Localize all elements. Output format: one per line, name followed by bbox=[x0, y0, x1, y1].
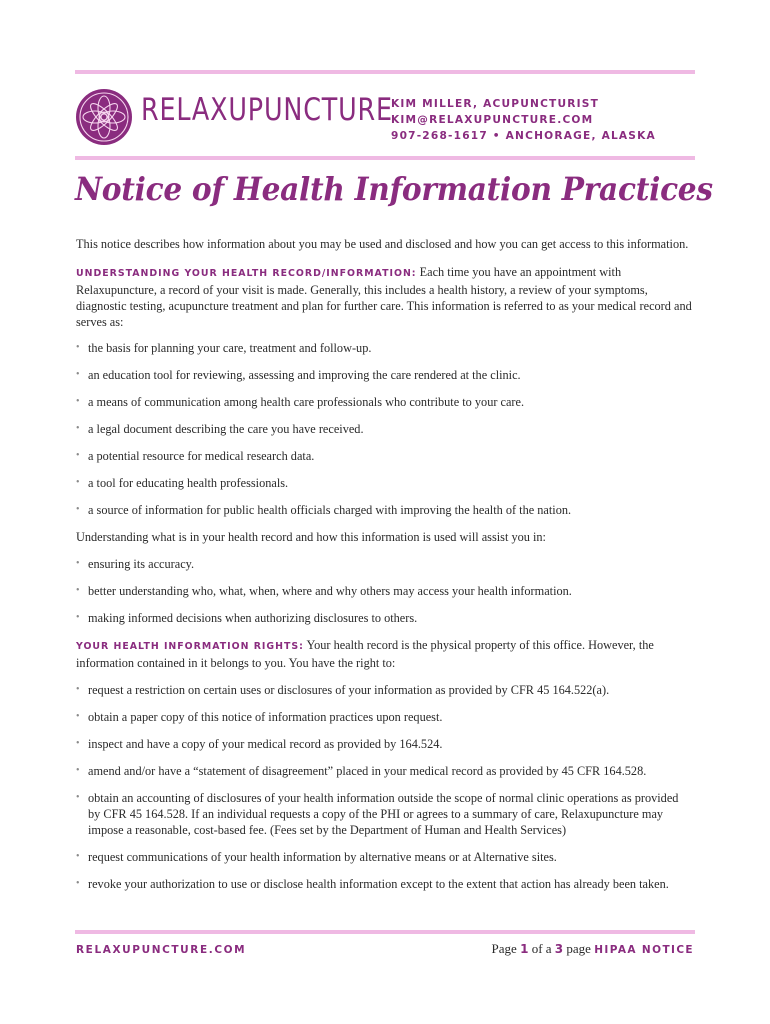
list-item: • request communications of your health information by alternative means or at Alternative sites. bbox=[76, 849, 692, 865]
document-body bbox=[76, 236, 692, 903]
lotus-logo-icon bbox=[75, 88, 133, 146]
footer-website-link[interactable]: RELAXUPUNCTURE.COM bbox=[76, 944, 247, 956]
page-current: 1 bbox=[520, 942, 529, 956]
page-prefix: Page bbox=[491, 941, 521, 956]
list-item: • a potential resource for medical research data. bbox=[76, 448, 692, 464]
section-text: Your health record is the physical property of this office. However, the information contained in it belongs to you. You have the right to: bbox=[76, 638, 654, 670]
page-total: 3 bbox=[554, 942, 564, 956]
contact-block bbox=[391, 96, 656, 144]
section-heading: YOUR HEALTH INFORMATION RIGHTS: bbox=[76, 641, 304, 652]
list-item: • better understanding who, what, when, where and why others may access your health information. bbox=[76, 583, 692, 599]
rights-list bbox=[76, 682, 692, 892]
list-item: • request a restriction on certain uses or disclosures of your information as provided by CFR 45 164.522(a). bbox=[76, 682, 692, 698]
list-item: • a source of information for public health officials charged with improving the health of the nation. bbox=[76, 502, 692, 518]
section-rights-paragraph bbox=[76, 637, 692, 671]
list-item: • obtain an accounting of disclosures of your health information outside the scope of normal clinic operations as provided by CFR 45 164.528. If an individual requests a copy of the PHI or agrees to a summary of care, Relaxupuncture may impose a reasonable, cost-based fee. (Fees set by the Department of Human and Health Services) bbox=[76, 790, 692, 838]
letterhead bbox=[75, 88, 695, 146]
list-item: • a means of communication among health care professionals who contribute to your care. bbox=[76, 394, 692, 410]
header-rule bbox=[75, 156, 695, 160]
list-item: • obtain a paper copy of this notice of information practices upon request. bbox=[76, 709, 692, 725]
top-rule bbox=[75, 70, 695, 74]
list-item: • inspect and have a copy of your medical record as provided by 164.524. bbox=[76, 736, 692, 752]
section-heading: UNDERSTANDING YOUR HEALTH RECORD/INFORMATION: bbox=[76, 268, 417, 279]
brand-wordmark: RELAXUPUNCTURE bbox=[141, 92, 393, 128]
section-understanding-paragraph bbox=[76, 264, 692, 330]
list-item: • a legal document describing the care you have received. bbox=[76, 421, 692, 437]
list-item: • making informed decisions when authorizing disclosures to others. bbox=[76, 610, 692, 626]
list-item: • ensuring its accuracy. bbox=[76, 556, 692, 572]
understanding-list bbox=[76, 556, 692, 626]
page-indicator bbox=[492, 941, 694, 957]
list-item: • an education tool for reviewing, assessing and improving the care rendered at the clinic. bbox=[76, 367, 692, 383]
understanding-paragraph: Understanding what is in your health record and how this information is used will assist you in: bbox=[76, 530, 546, 544]
list-item: • a tool for educating health professionals. bbox=[76, 475, 692, 491]
record-uses-list bbox=[76, 340, 692, 518]
page-suffix: page bbox=[563, 941, 595, 956]
list-item: • revoke your authorization to use or disclose health information except to the extent that action has already been taken. bbox=[76, 876, 692, 892]
list-item: • amend and/or have a “statement of disagreement” placed in your medical record as provided by 45 CFR 164.528. bbox=[76, 763, 692, 779]
contact-email: KIM@RELAXUPUNCTURE.COM bbox=[391, 114, 594, 126]
contact-name: KIM MILLER, ACUPUNCTURIST bbox=[391, 98, 600, 110]
document-type: HIPAA NOTICE bbox=[594, 944, 694, 956]
footer-rule bbox=[75, 930, 695, 934]
page-title: Notice of Health Information Practices bbox=[75, 170, 713, 208]
section-text: Each time you have an appointment with Relaxupuncture, a record of your visit is made. Generally, this includes a health history, a review of your symptoms, diagnostic testing, acupuncture treatment and plan for further care. This information is referred to as your medical record and serves as: bbox=[76, 265, 692, 329]
intro-paragraph: This notice describes how information about you may be used and disclosed and how you can get access to this information. bbox=[76, 237, 689, 251]
list-item: • the basis for planning your care, treatment and follow-up. bbox=[76, 340, 692, 356]
page-mid: of a bbox=[528, 941, 555, 956]
contact-phone-location: 907-268-1617 • ANCHORAGE, ALASKA bbox=[391, 130, 656, 142]
